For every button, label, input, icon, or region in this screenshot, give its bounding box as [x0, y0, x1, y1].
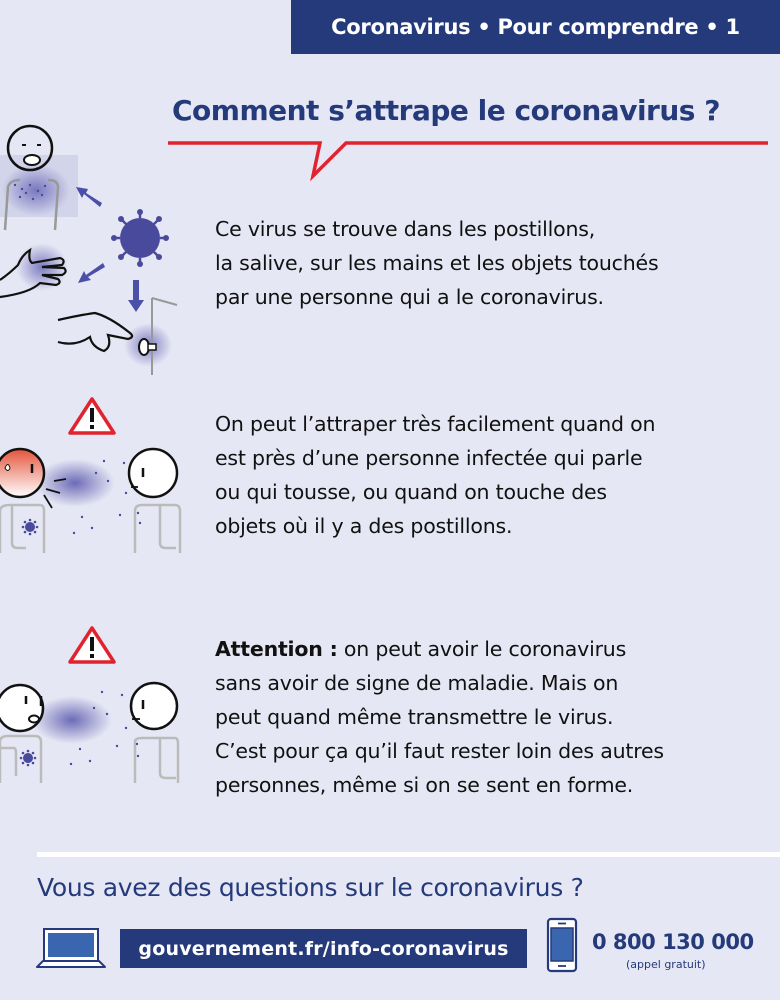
hotline-note: (appel gratuit)	[626, 958, 706, 971]
paragraph-asymptomatic-warning: Attention : on peut avoir le coronavirus sans avoir de signe de maladie. Mais on peut quand même transmettre le virus. C’est pour ça qu’il faut rester loin des autres personnes, même si on se sent en forme.	[215, 637, 664, 797]
pointing-hand-icon	[58, 298, 177, 375]
hand-icon	[0, 243, 68, 297]
virus-spread-illustration	[0, 115, 200, 375]
asymptomatic-person-illustration	[0, 618, 200, 783]
spitting-person-icon	[0, 126, 78, 230]
virus-icon	[111, 209, 169, 267]
paragraph-transmission-sources: Ce virus se trouve dans les postillons, la salive, sur les mains et les objets touchés par une personne qui a le coronavirus.	[215, 217, 659, 309]
virus-icon	[20, 750, 37, 767]
speech-bubble-underline	[168, 138, 768, 188]
smartphone-icon	[546, 917, 578, 973]
series-banner: Coronavirus • Pour comprendre • 1	[291, 0, 780, 54]
page-title: Comment s’attrape le coronavirus ?	[172, 94, 720, 127]
website-link[interactable]: gouvernement.fr/info-coronavirus	[120, 929, 527, 968]
questions-heading: Vous avez des questions sur le coronavirus ?	[37, 873, 584, 902]
warning-triangle-icon	[70, 628, 114, 662]
hotline-number[interactable]: 0 800 130 000	[592, 930, 754, 954]
footer-divider	[37, 852, 780, 857]
attention-label: Attention :	[215, 637, 338, 661]
warning-triangle-icon	[70, 399, 114, 433]
paragraph-easy-transmission: On peut l’attraper très facilement quand on est près d’une personne infectée qui parle ou qui tousse, ou quand on touche des objets où il y a des postillons.	[215, 412, 656, 538]
laptop-icon	[35, 927, 107, 969]
virus-icon	[22, 519, 39, 536]
coughing-person-illustration	[0, 393, 200, 558]
